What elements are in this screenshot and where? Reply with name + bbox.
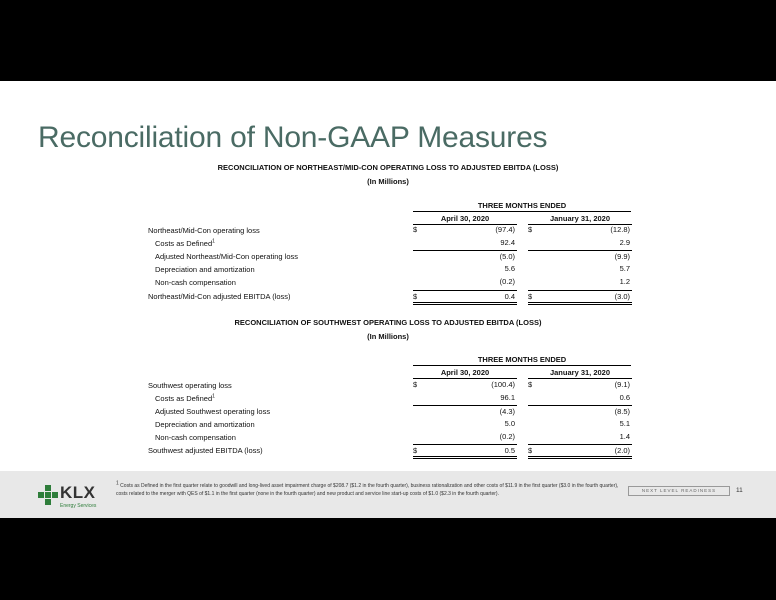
logo-mark-icon [38,485,58,505]
row-label: Southwest adjusted EBITDA (loss) [148,446,263,455]
currency-symbol: $ [413,380,418,389]
logo-wordmark: KLX [60,483,96,502]
value: (9.9) [614,252,630,261]
page-number: 11 [736,487,743,494]
currency-symbol: $ [528,380,533,389]
footnote [116,482,622,498]
value: 96.1 [500,393,515,402]
table-row [148,292,632,305]
row-label: Northeast/Mid-Con adjusted EBITDA (loss) [148,292,291,301]
column-header: January 31, 2020 [528,368,632,379]
value: 5.6 [504,264,515,273]
value: 1.2 [619,277,630,286]
section-subtitle: (In Millions) [367,177,409,186]
row-label: Depreciation and amortization [155,265,255,274]
period-header: THREE MONTHS ENDED [413,355,631,366]
currency-symbol: $ [528,292,533,301]
value: (0.2) [499,277,515,286]
period-header: THREE MONTHS ENDED [413,201,631,212]
currency-symbol: $ [413,225,418,234]
value: (12.8) [610,225,630,234]
footnote-text: Costs as Defined in the first quarter relate to goodwill and long-lived asset impairment charge of $208.7 ($1.2 in the fourth quarter), business rationalization and other costs of $11.9 in the first quarter ($3.0 in the fourth quarter), costs related to the merger with QES of $1.1 in the first quarter (none in the fourth quarter) and new product and service line start-up costs of $1.0 ($2.3 in the fourth quarter). [116,483,619,497]
row-label: Costs as Defined [155,239,213,248]
column-header: April 30, 2020 [413,214,517,225]
currency-symbol: $ [413,292,418,301]
value: (4.3) [499,407,515,416]
row-label: Depreciation and amortization [155,420,255,429]
value: 0.5 [504,446,515,455]
column-header: January 31, 2020 [528,214,632,225]
value: (3.0) [614,292,630,301]
section-title: RECONCILIATION OF SOUTHWEST OPERATING LOSS TO ADJUSTED EBITDA (LOSS) [234,318,542,327]
value: (97.4) [495,225,515,234]
section-title: RECONCILIATION OF NORTHEAST/MID-CON OPERATING LOSS TO ADJUSTED EBITDA (LOSS) [217,163,559,172]
value: 0.6 [619,393,630,402]
slide [0,81,776,518]
table-row [148,446,632,459]
page-title: Reconciliation of Non-GAAP Measures [38,121,548,154]
footnote-marker: 1 [212,238,215,245]
row-label: Costs as Defined [155,394,213,403]
row-label: Northeast/Mid-Con operating loss [148,226,260,235]
row-label: Southwest operating loss [148,381,232,390]
klx-logo [38,485,104,509]
value: 1.4 [619,432,630,441]
row-label: Non-cash compensation [155,433,236,442]
tagline-badge: NEXT LEVEL READINESS [628,486,730,496]
row-label: Non-cash compensation [155,278,236,287]
value: 0.4 [504,292,515,301]
logo-tagline: Energy Services [60,503,97,509]
row-label: Adjusted Southwest operating loss [155,407,271,416]
value: 5.7 [619,264,630,273]
row-label: Adjusted Northeast/Mid-Con operating loss [155,252,298,261]
currency-symbol: $ [528,446,533,455]
value: 2.9 [619,238,630,247]
value: (5.0) [499,252,515,261]
column-header: April 30, 2020 [413,368,517,379]
value: (8.5) [614,407,630,416]
value: (0.2) [499,432,515,441]
value: 92.4 [500,238,515,247]
currency-symbol: $ [413,446,418,455]
value: (9.1) [614,380,630,389]
value: 5.0 [504,419,515,428]
footnote-marker: 1 [212,393,215,400]
value: (100.4) [491,380,515,389]
footer [0,471,776,518]
value: (2.0) [614,446,630,455]
footnote-marker: 1 [116,480,119,487]
currency-symbol: $ [528,225,533,234]
section-subtitle: (In Millions) [367,332,409,341]
value: 5.1 [619,419,630,428]
